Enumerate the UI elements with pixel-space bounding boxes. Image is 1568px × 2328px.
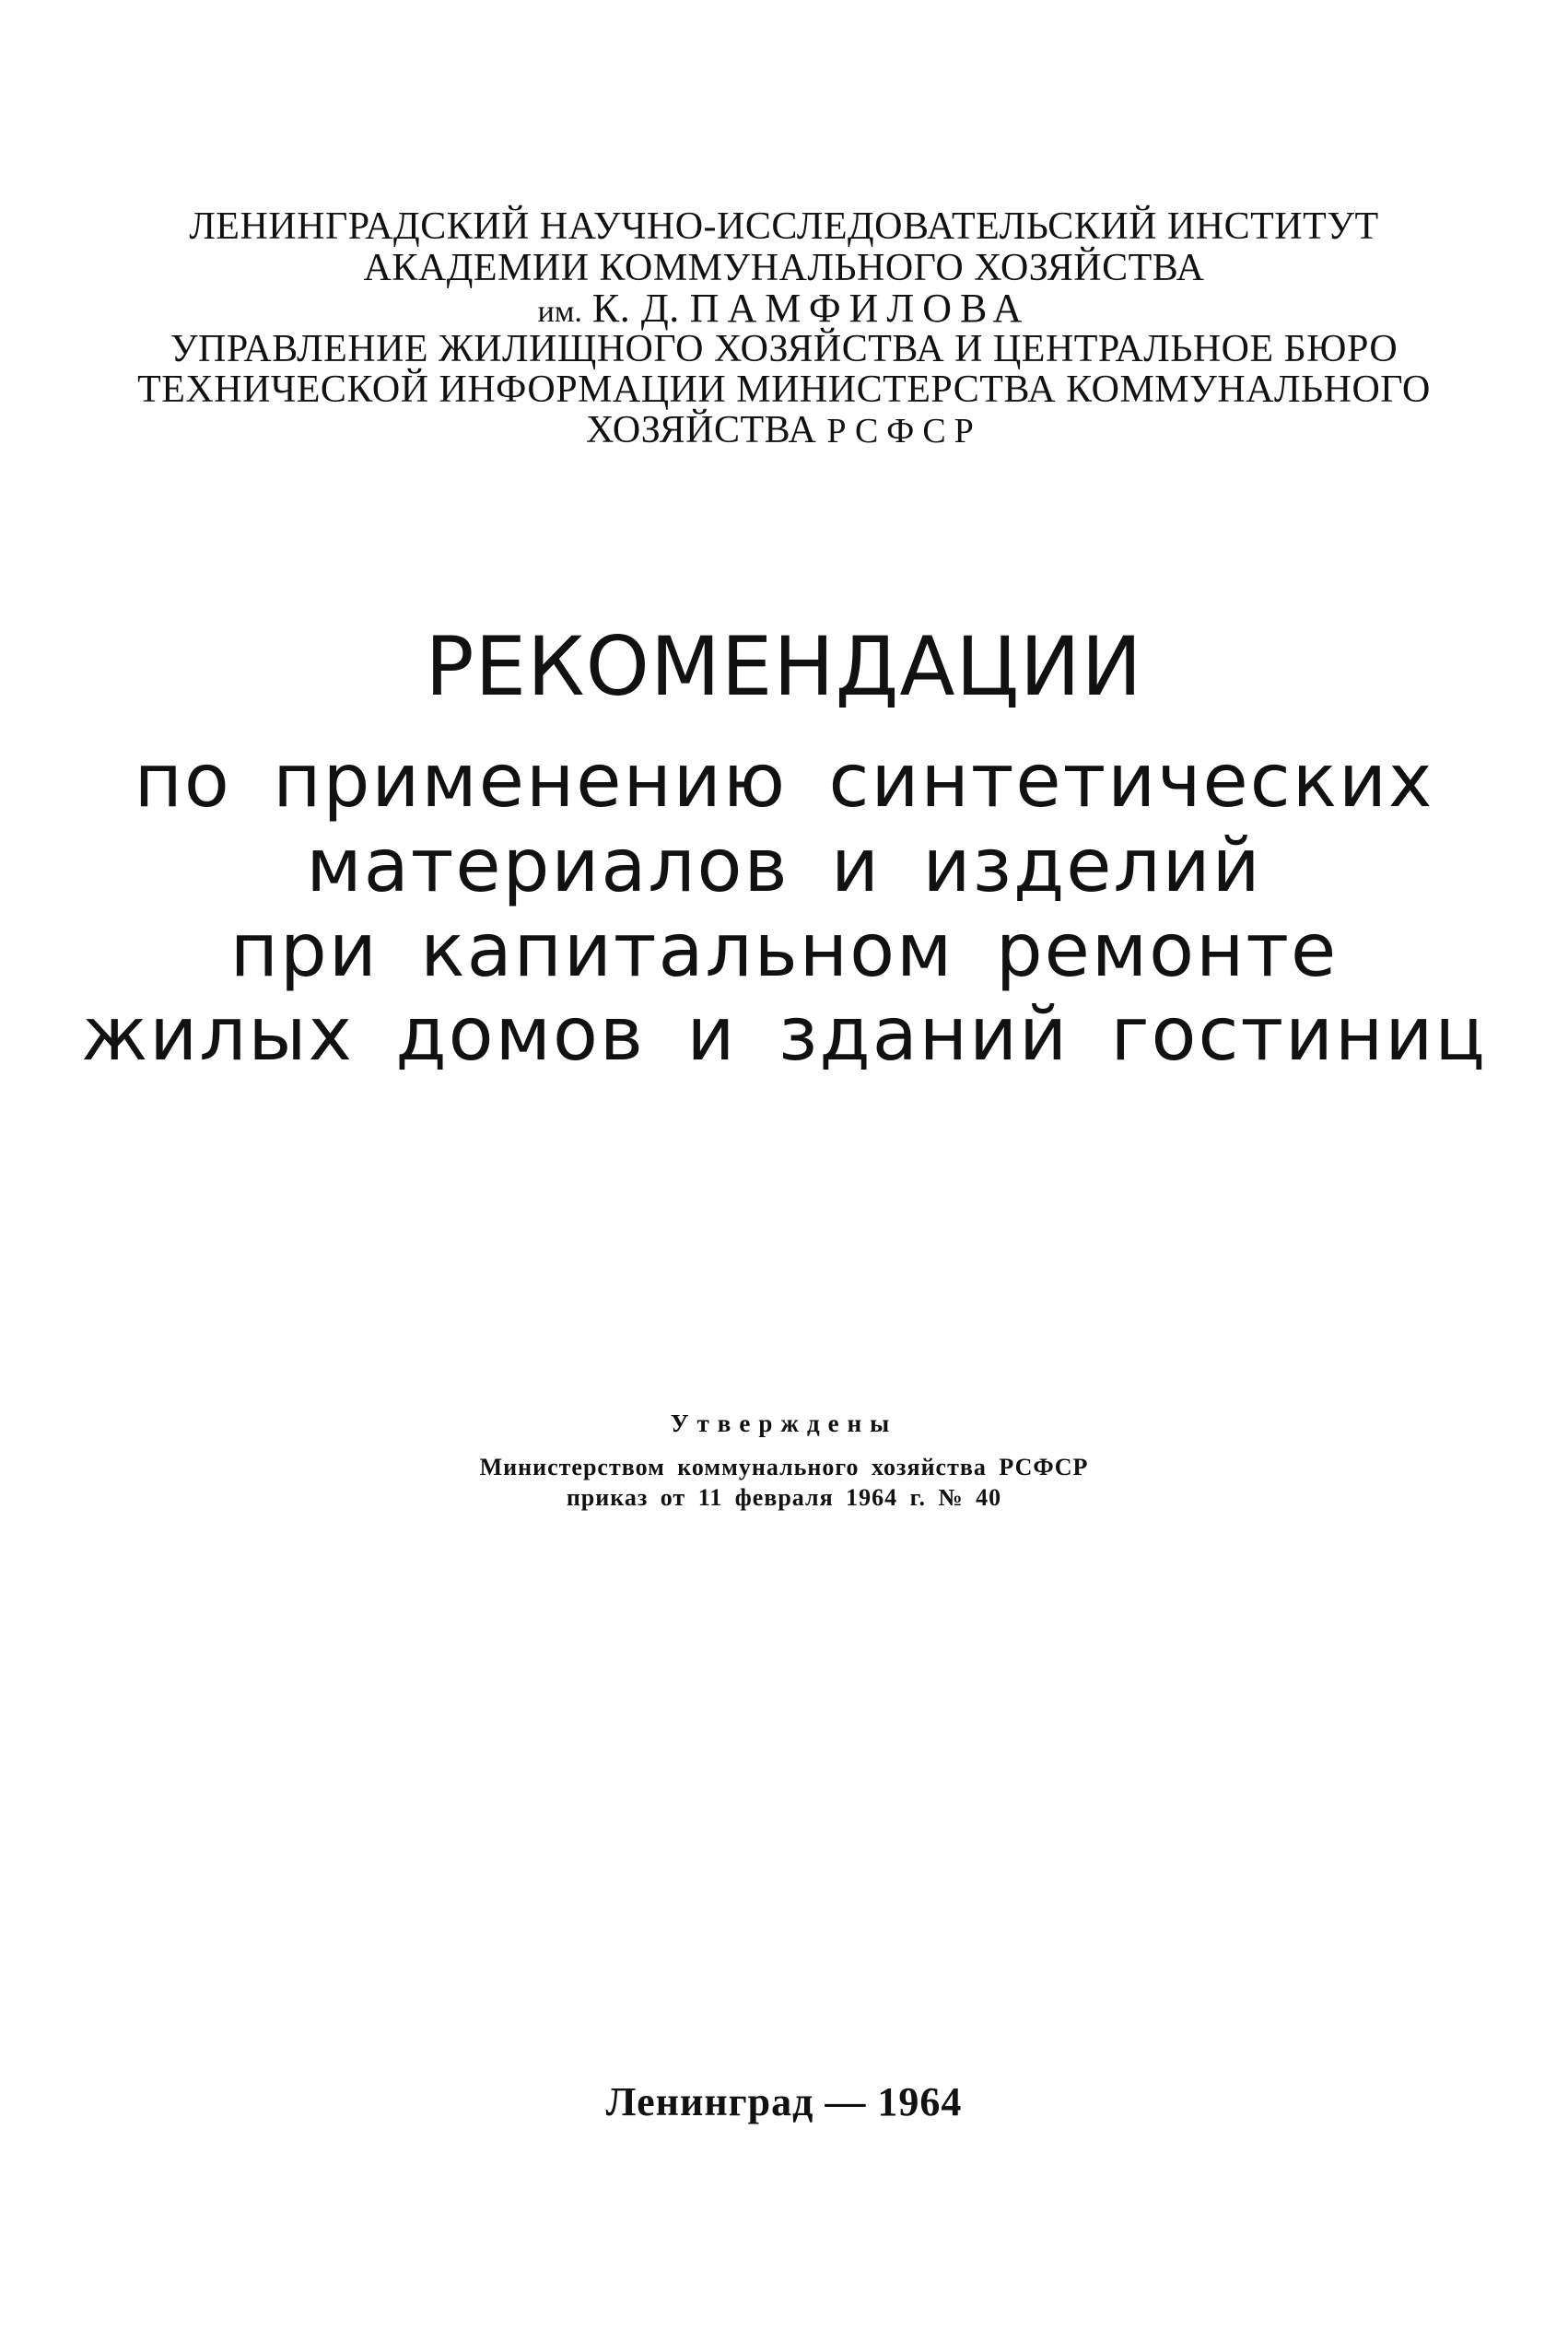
institute-name-line-3 <box>0 288 1568 329</box>
name-prefix: им. <box>537 295 582 329</box>
institute-name-line-1: ЛЕНИНГРАДСКИЙ НАУЧНО-ИССЛЕДОВАТЕЛЬСКИЙ ИНСТИТУТ <box>189 205 1379 248</box>
republic-abbr: РСФСР <box>826 412 982 450</box>
name-initials: К. Д. <box>591 286 680 331</box>
approval-order: приказ от 11 февраля 1964 г. № 40 <box>566 1484 1002 1511</box>
institute-name-line-2: АКАДЕМИИ КОММУНАЛЬНОГО ХОЗЯЙСТВА <box>363 247 1205 289</box>
department-line-1: УПРАВЛЕНИЕ ЖИЛИЩНОГО ХОЗЯЙСТВА И ЦЕНТРАЛЬНОЕ БЮРО <box>170 328 1398 370</box>
imprint-city-year: Ленинград — 1964 <box>605 2079 963 2124</box>
subtitle-line-2: материалов и изделий <box>306 823 1262 908</box>
document-title: РЕКОМЕНДАЦИИ <box>425 619 1143 714</box>
approval-heading: Утверждены <box>670 1410 898 1437</box>
name-surname: ПАМФИЛОВА <box>689 286 1031 331</box>
approval-authority: Министерством коммунального хозяйства РСФСР <box>479 1454 1089 1480</box>
department-line-2: ТЕХНИЧЕСКОЙ ИНФОРМАЦИИ МИНИСТЕРСТВА КОММУНАЛЬНОГО <box>137 369 1431 411</box>
subtitle-line-3: при капитальном ремонте <box>229 907 1339 993</box>
subtitle-line-4: жилых домов и зданий гостиниц <box>81 991 1487 1077</box>
department-line-3 <box>0 411 1568 450</box>
department-word: ХОЗЯЙСТВА <box>586 409 817 451</box>
subtitle-line-1: по применению синтетических <box>134 738 1434 824</box>
